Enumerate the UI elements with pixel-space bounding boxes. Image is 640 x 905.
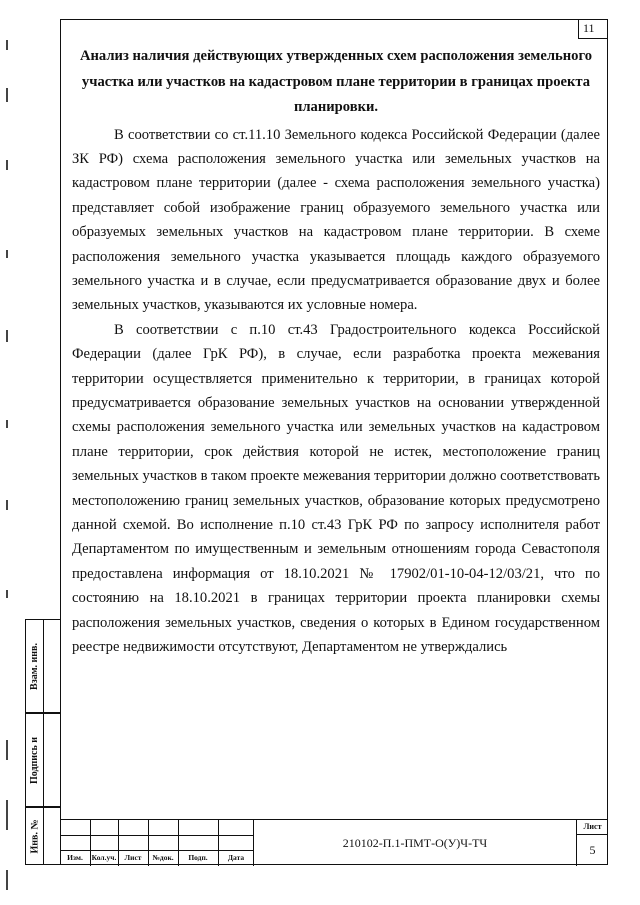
header-izm: Изм. [67, 853, 83, 862]
document-body [72, 44, 600, 659]
binding-mark [6, 420, 8, 428]
page-corner-number: 11 [578, 19, 608, 39]
binding-mark [6, 88, 8, 102]
binding-mark [6, 250, 8, 258]
header-data: Дата [227, 853, 245, 862]
header-kol-uch: Кол.уч. [91, 853, 117, 862]
revision-table [60, 820, 254, 866]
binding-mark [6, 500, 8, 510]
binding-mark [6, 740, 8, 760]
header-no-dok: №док. [152, 853, 174, 862]
vzam-inv-label: Взам. инв. [29, 642, 40, 690]
paragraph-grk-rf: В соответствии с п.10 ст.43 Градостроительного кодекса Российской Федерации (далее ГрК РФ), в случае, если разработка проекта межевания территории осуществляется применительно к территории, в границах которой предусматривается образование земельных участков на основании утвержденной схемы расположения земельного участка или земельных участков на кадастровом плане территории, срок действия которой не истек, местоположение границ земельных участков в таком проекте межевания территории должно соответствовать местоположению границ земельных участков, образование которых предусмотрено данной схемой. Во исполнение п.10 ст.43 ГрК РФ по запросу исполнителя работ Департаментом по имущественным и земельным отношениям города Севастополя предоставлена информация от 18.10.2021 № 17902/01-10-04-12/03/21, что по состоянию на 18.10.2021 в границах территории проекта планировки схемы расположения земельных участков, сведения о которых в Едином государственном реестре недвижимости отсутствуют, Департаментом не утверждались [72, 321, 600, 656]
sheet-box [576, 820, 608, 866]
section-title: Анализ наличия действующих утвержденных схем расположения земельного участка или участков на кадастровом плане территории в границах проекта планировки. [79, 48, 593, 115]
binding-mark [6, 330, 8, 342]
paragraph-zk-rf: В соответствии со ст.11.10 Земельного кодекса Российской Федерации (далее ЗК РФ) схема расположения земельного участка или земельных участков на кадастровом плане территории (далее - схема расположения земельного участка) представляет собой изображение границ образуемого земельного участка или образуемых земельных участков на кадастровом плане территории. В схеме расположения земельного участка указывается площадь каждого образуемого земельного участка и в случае, если предусматривается образование двух и более земельных участков, указываются их условные номера. [72, 126, 600, 314]
side-stamp-inv-no [25, 807, 61, 865]
sheet-number: 5 [589, 843, 596, 857]
binding-mark [6, 160, 8, 170]
podpis-label: Подпись и [29, 736, 40, 784]
side-stamp-podpis [25, 713, 61, 807]
binding-mark [6, 40, 8, 50]
document-code: 210102-П.1-ПМТ-О(У)Ч-ТЧ [342, 835, 488, 850]
title-block [60, 819, 608, 865]
sheet-label: Лист [577, 820, 608, 835]
binding-mark [6, 590, 8, 598]
binding-mark [6, 870, 8, 890]
header-list: Лист [124, 853, 142, 862]
inv-no-label: Инв. № [29, 819, 40, 853]
side-stamp-vzam-inv [25, 619, 61, 713]
binding-mark [6, 800, 8, 830]
header-podp: Подп. [188, 853, 208, 862]
